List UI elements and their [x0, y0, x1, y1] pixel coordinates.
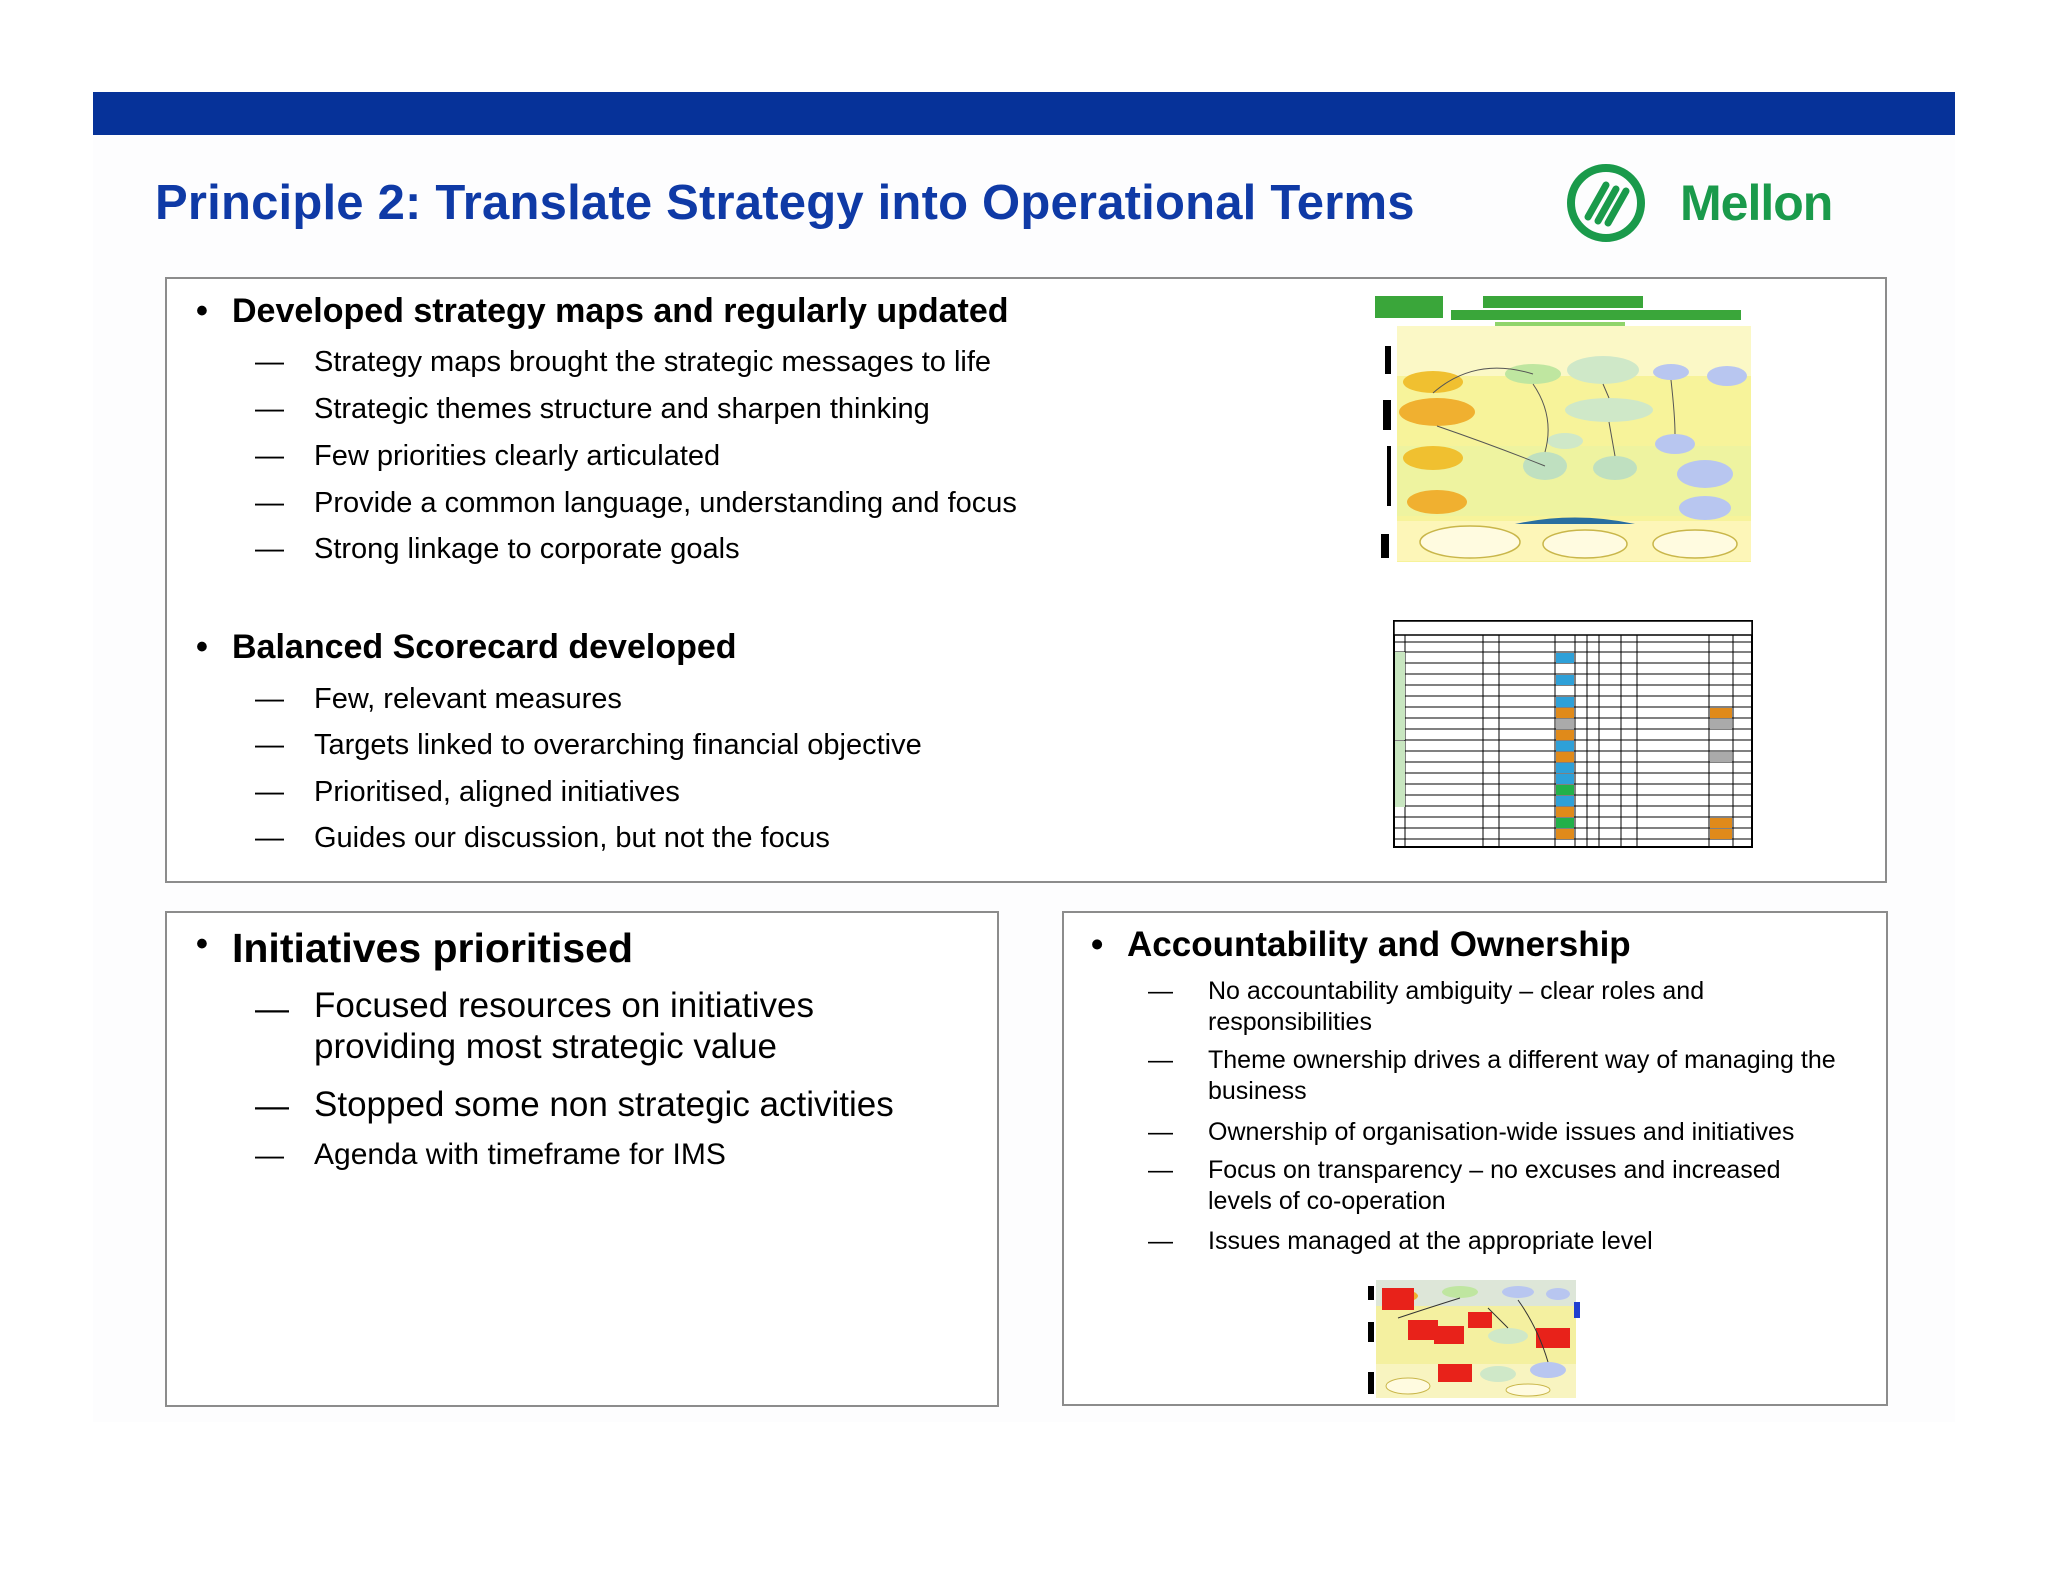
list-item: Strong linkage to corporate goals — [314, 533, 740, 565]
dash: — — [1148, 1156, 1173, 1184]
list-item: Focused resources on initiatives providing most strategic value — [314, 986, 814, 1066]
section-heading-accountability: • Accountability and Ownership — [1091, 925, 1631, 964]
dash: — — [255, 990, 289, 1028]
dash: — — [255, 1140, 284, 1172]
section-heading-strategy-maps: • Developed strategy maps and regularly updated — [196, 292, 1009, 330]
mellon-logo-text: Mellon — [1680, 175, 1833, 231]
dash: — — [1148, 1046, 1173, 1074]
bullet: • — [196, 292, 208, 330]
list-item: Strategy maps brought the strategic messages to life — [314, 346, 992, 378]
list-item: Ownership of organisation-wide issues and initiatives — [1208, 1118, 1795, 1146]
bullet: • — [196, 628, 208, 666]
mellon-logo-icon — [1566, 163, 1646, 243]
dash: — — [255, 393, 284, 425]
list-item: No accountability ambiguity – clear roles and responsibilities — [1208, 977, 1705, 1036]
dash: — — [255, 776, 284, 808]
top-banner-bar — [93, 92, 1955, 135]
list-item: Provide a common language, understanding and focus — [314, 487, 1017, 519]
list-item: Guides our discussion, but not the focus — [314, 822, 830, 854]
dash: — — [255, 683, 284, 715]
dash: — — [255, 487, 284, 519]
dash: — — [1148, 977, 1173, 1005]
list-item: Targets linked to overarching financial objective — [314, 729, 922, 761]
dash: — — [255, 822, 284, 854]
dash: — — [1148, 1227, 1173, 1255]
list-item: Agenda with timeframe for IMS — [314, 1138, 726, 1171]
section-heading-initiatives: • Initiatives prioritised — [196, 925, 633, 971]
list-item: Few priorities clearly articulated — [314, 440, 721, 472]
dash: — — [1148, 1118, 1173, 1146]
strategy-map-ownership-thumbnail — [1368, 1278, 1582, 1400]
dash: — — [255, 533, 284, 565]
strategy-map-thumbnail — [1375, 296, 1755, 566]
dash: — — [255, 440, 284, 472]
balanced-scorecard-thumbnail — [1393, 620, 1753, 848]
list-item: Issues managed at the appropriate level — [1208, 1227, 1653, 1255]
slide-title: Principle 2: Translate Strategy into Operational Terms — [155, 176, 1415, 230]
dash: — — [255, 729, 284, 761]
list-item: Focus on transparency – no excuses and increased levels of co-operation — [1208, 1156, 1781, 1215]
list-item: Prioritised, aligned initiatives — [314, 776, 680, 808]
list-item: Few, relevant measures — [314, 683, 622, 715]
bullet: • — [196, 925, 208, 963]
list-item: Strategic themes structure and sharpen thinking — [314, 393, 930, 425]
list-item: Theme ownership drives a different way of managing the business — [1208, 1046, 1836, 1105]
list-item: Stopped some non strategic activities — [314, 1085, 894, 1124]
bullet: • — [1091, 925, 1104, 964]
section-heading-balanced-scorecard: • Balanced Scorecard developed — [196, 628, 737, 666]
dash: — — [255, 346, 284, 378]
dash: — — [255, 1087, 289, 1125]
